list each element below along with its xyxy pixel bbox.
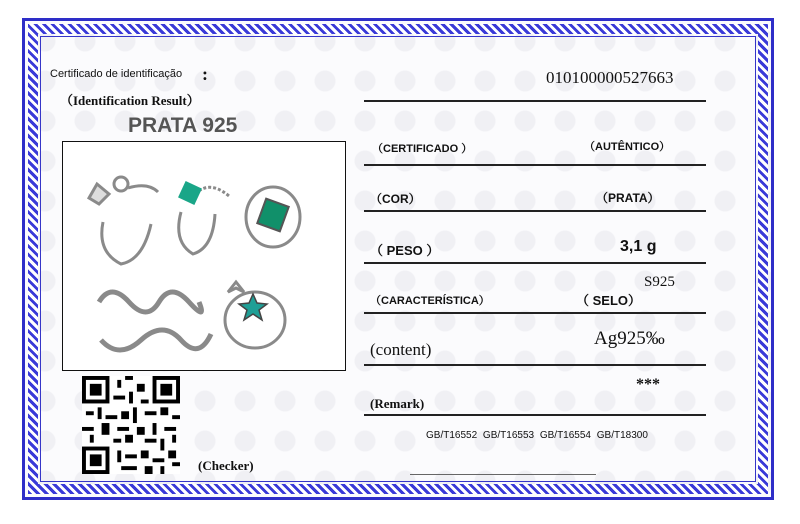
field-extra-s925: S925: [644, 274, 675, 290]
field-value-prata: （PRATA）: [596, 191, 660, 205]
field-value-content: Ag925‰: [594, 328, 665, 349]
standards-text: GB/T16552 GB/T16553 GB/T16554 GB/T18300: [426, 430, 648, 441]
checker-line: [410, 474, 596, 475]
divider-5: [364, 364, 706, 366]
field-label-caracteristica: （CARACTERÍSTICA）: [370, 295, 490, 307]
product-photo: [62, 141, 346, 371]
divider-4: [364, 312, 706, 314]
field-label-certificado: （CERTIFICADO ）: [372, 143, 473, 155]
field-label-remark: (Remark): [370, 396, 425, 411]
field-label-cor: （COR）: [370, 192, 421, 206]
field-value-selo: （ SELO）: [576, 293, 642, 308]
field-label-content: (content): [370, 340, 432, 359]
rings-photo: [63, 142, 344, 369]
qr-code-icon: [82, 376, 180, 474]
number-underline: [364, 100, 706, 102]
field-value-remark: ***: [636, 376, 660, 393]
title-colon: :: [202, 64, 208, 84]
title-english: （Identification Result）: [60, 93, 200, 108]
checker-label: (Checker): [198, 458, 254, 473]
divider-1: [364, 164, 706, 166]
field-value-autentico: （AUTÊNTICO）: [584, 141, 671, 153]
divider-3: [364, 262, 706, 264]
title-portuguese: Certificado de identificação: [50, 68, 183, 80]
product-title: PRATA 925: [128, 114, 238, 137]
field-label-peso: （ PESO ）: [370, 243, 440, 258]
field-value-peso: 3,1 g: [620, 238, 657, 255]
divider-6: [364, 414, 706, 416]
certificate-number: 010100000527663: [546, 68, 674, 87]
divider-2: [364, 210, 706, 212]
